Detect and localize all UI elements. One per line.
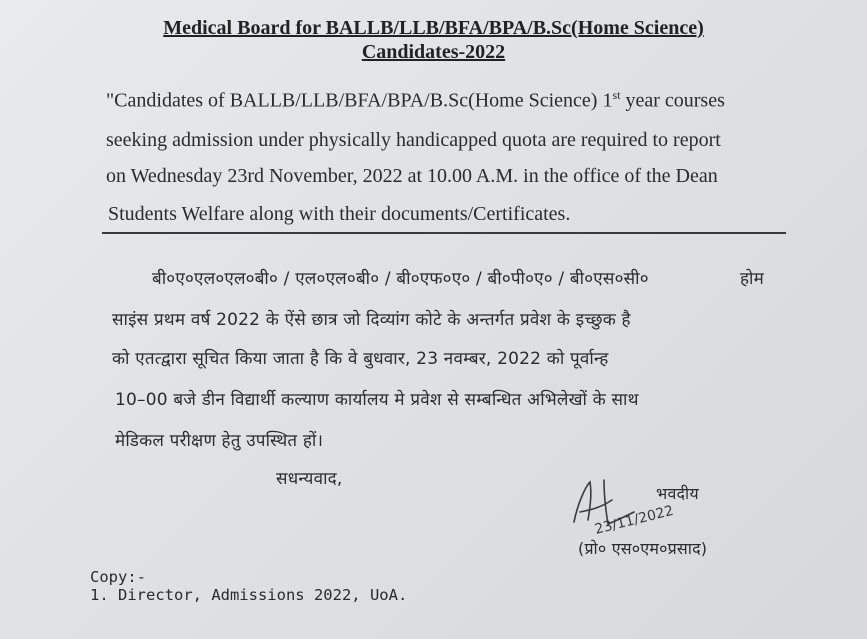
notice-heading-line2: Candidates-2022 [361, 41, 506, 63]
signatory-name: (प्रो० एस०एम०प्रसाद) [578, 539, 708, 558]
english-line-4: Students Welfare along with their documents/Certificates. [108, 203, 571, 225]
hindi-line-4: 10–00 बजे डीन विद्यार्थी कल्याण कार्यालय मे प्रवेश से सम्बन्धित अभिलेखों के साथ [115, 390, 639, 410]
hindi-line-1-end: होम [740, 269, 764, 289]
copy-item: 1. Director, Admissions 2022, UoA. [90, 586, 408, 604]
hindi-line-5: मेडिकल परीक्षण हेतु उपस्थित हों। [115, 431, 324, 451]
signature-date: 23/11/2022 [593, 502, 676, 538]
english-line-1-text: "Candidates of BALLB/LLB/BFA/BPA/B.Sc(Home Science) 1 [106, 89, 613, 112]
english-line-2: seeking admission under physically handicapped quota are required to report [106, 129, 721, 151]
copy-label: Copy:- [90, 568, 146, 586]
thanks-text: सधन्यवाद, [276, 469, 343, 489]
hindi-line-1: बी०ए०एल०एल०बी० / एल०एल०बी० / बी०एफ०ए० / बी०पी०ए० / बी०एस०सी० [152, 269, 649, 289]
english-line-3: on Wednesday 23rd November, 2022 at 10.00 A.M. in the office of the Dean [106, 165, 718, 187]
ordinal-suffix: st [612, 88, 621, 102]
closing-text: भवदीय [656, 484, 699, 503]
english-line-1 [106, 88, 725, 113]
notice-heading-line1: Medical Board for BALLB/LLB/BFA/BPA/B.Sc(Home Science) [163, 17, 704, 39]
section-divider [102, 232, 786, 234]
hindi-line-3: को एतत्द्वारा सूचित किया जाता है कि वे बुधवार, 23 नवम्बर, 2022 को पूर्वान्ह [112, 349, 609, 369]
hindi-line-2: साइंस प्रथम वर्ष 2022 के ऐंसे छात्र जो दिव्यांग कोटे के अन्तर्गत प्रवेश के इच्छुक है [112, 310, 631, 330]
english-line-1-end: year courses [620, 89, 725, 112]
